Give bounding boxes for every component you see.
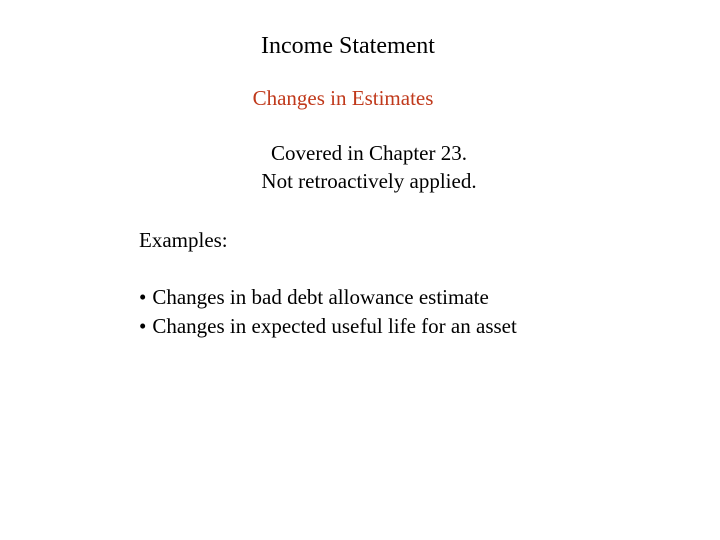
list-item-text: Changes in bad debt allowance estimate	[152, 285, 489, 309]
bullet-icon: •	[139, 285, 147, 309]
intro-line: Covered in Chapter 23.	[271, 141, 467, 165]
list-item	[139, 312, 517, 341]
examples-list	[139, 283, 517, 341]
intro-line: Not retroactively applied.	[261, 169, 477, 193]
slide-subtitle: Changes in Estimates	[252, 86, 434, 110]
intro-text	[0, 139, 720, 195]
list-item	[139, 283, 517, 312]
slide-title: Income Statement	[261, 33, 435, 59]
examples-heading: Examples:	[139, 228, 228, 252]
list-item-text: Changes in expected useful life for an asset	[152, 314, 517, 338]
bullet-icon: •	[139, 314, 147, 338]
